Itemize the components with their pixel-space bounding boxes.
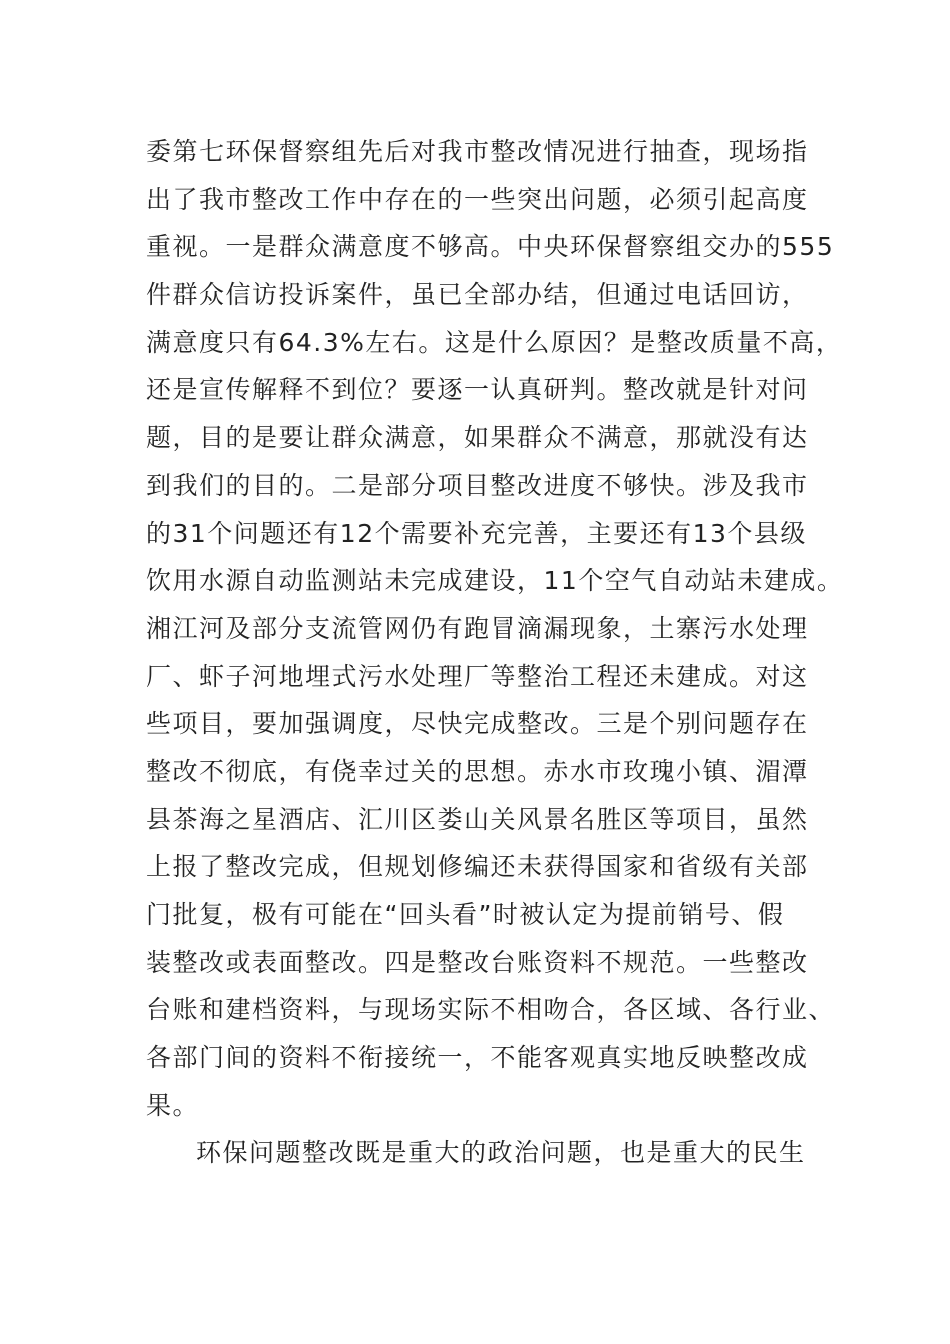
text-line: 重视。一是群众满意度不够高。中央环保督察组交办的555 <box>146 232 835 262</box>
paragraph <box>146 128 844 1129</box>
text-line: 县茶海之星酒店、汇川区娄山关风景名胜区等项目，虽然 <box>146 804 809 834</box>
body-text <box>146 128 844 1177</box>
text-line: 饮用水源自动监测站未完成建设，11个空气自动站未建成。 <box>146 566 844 596</box>
text-line: 厂、虾子河地埋式污水处理厂等整治工程还未建成。对这 <box>146 661 809 691</box>
text-line: 委第七环保督察组先后对我市整改情况进行抽查，现场指 <box>146 137 809 166</box>
text-line: 到我们的目的。二是部分项目整改进度不够快。涉及我市 <box>146 470 809 500</box>
text-line: 环保问题整改既是重大的政治问题，也是重大的民生 <box>196 1138 806 1168</box>
text-line: 些项目，要加强调度，尽快完成整改。三是个别问题存在 <box>146 709 809 739</box>
text-line: 出了我市整改工作中存在的一些突出问题，必须引起高度 <box>146 184 809 214</box>
text-line: 湘江河及部分支流管网仍有跑冒滴漏现象，土寨污水处理 <box>146 613 809 643</box>
text-line: 件群众信访投诉案件，虽已全部办结，但通过电话回访， <box>146 280 809 310</box>
text-line: 满意度只有64.3%左右。这是什么原因？是整改质量不高， <box>146 327 843 357</box>
text-line: 装整改或表面整改。四是整改台账资料不规范。一些整改 <box>146 947 809 977</box>
text-line: 果。 <box>146 1090 200 1120</box>
text-line: 题，目的是要让群众满意，如果群众不满意，那就没有达 <box>146 423 809 453</box>
text-line: 上报了整改完成，但规划修编还未获得国家和省级有关部 <box>146 852 809 882</box>
text-line: 还是宣传解释不到位？要逐一认真研判。整改就是针对问 <box>146 375 809 405</box>
text-line: 门批复，极有可能在“回头看”时被认定为提前销号、假 <box>146 900 785 929</box>
text-line: 台账和建档资料，与现场实际不相吻合，各区域、各行业、 <box>146 995 836 1025</box>
text-line: 整改不彻底，有侥幸过关的思想。赤水市玫瑰小镇、湄潭 <box>146 756 809 786</box>
paragraph <box>146 1129 806 1177</box>
text-line: 的31个问题还有12个需要补充完善，主要还有13个县级 <box>146 518 807 548</box>
text-line: 各部门间的资料不衔接统一，不能客观真实地反映整改成 <box>146 1043 809 1073</box>
